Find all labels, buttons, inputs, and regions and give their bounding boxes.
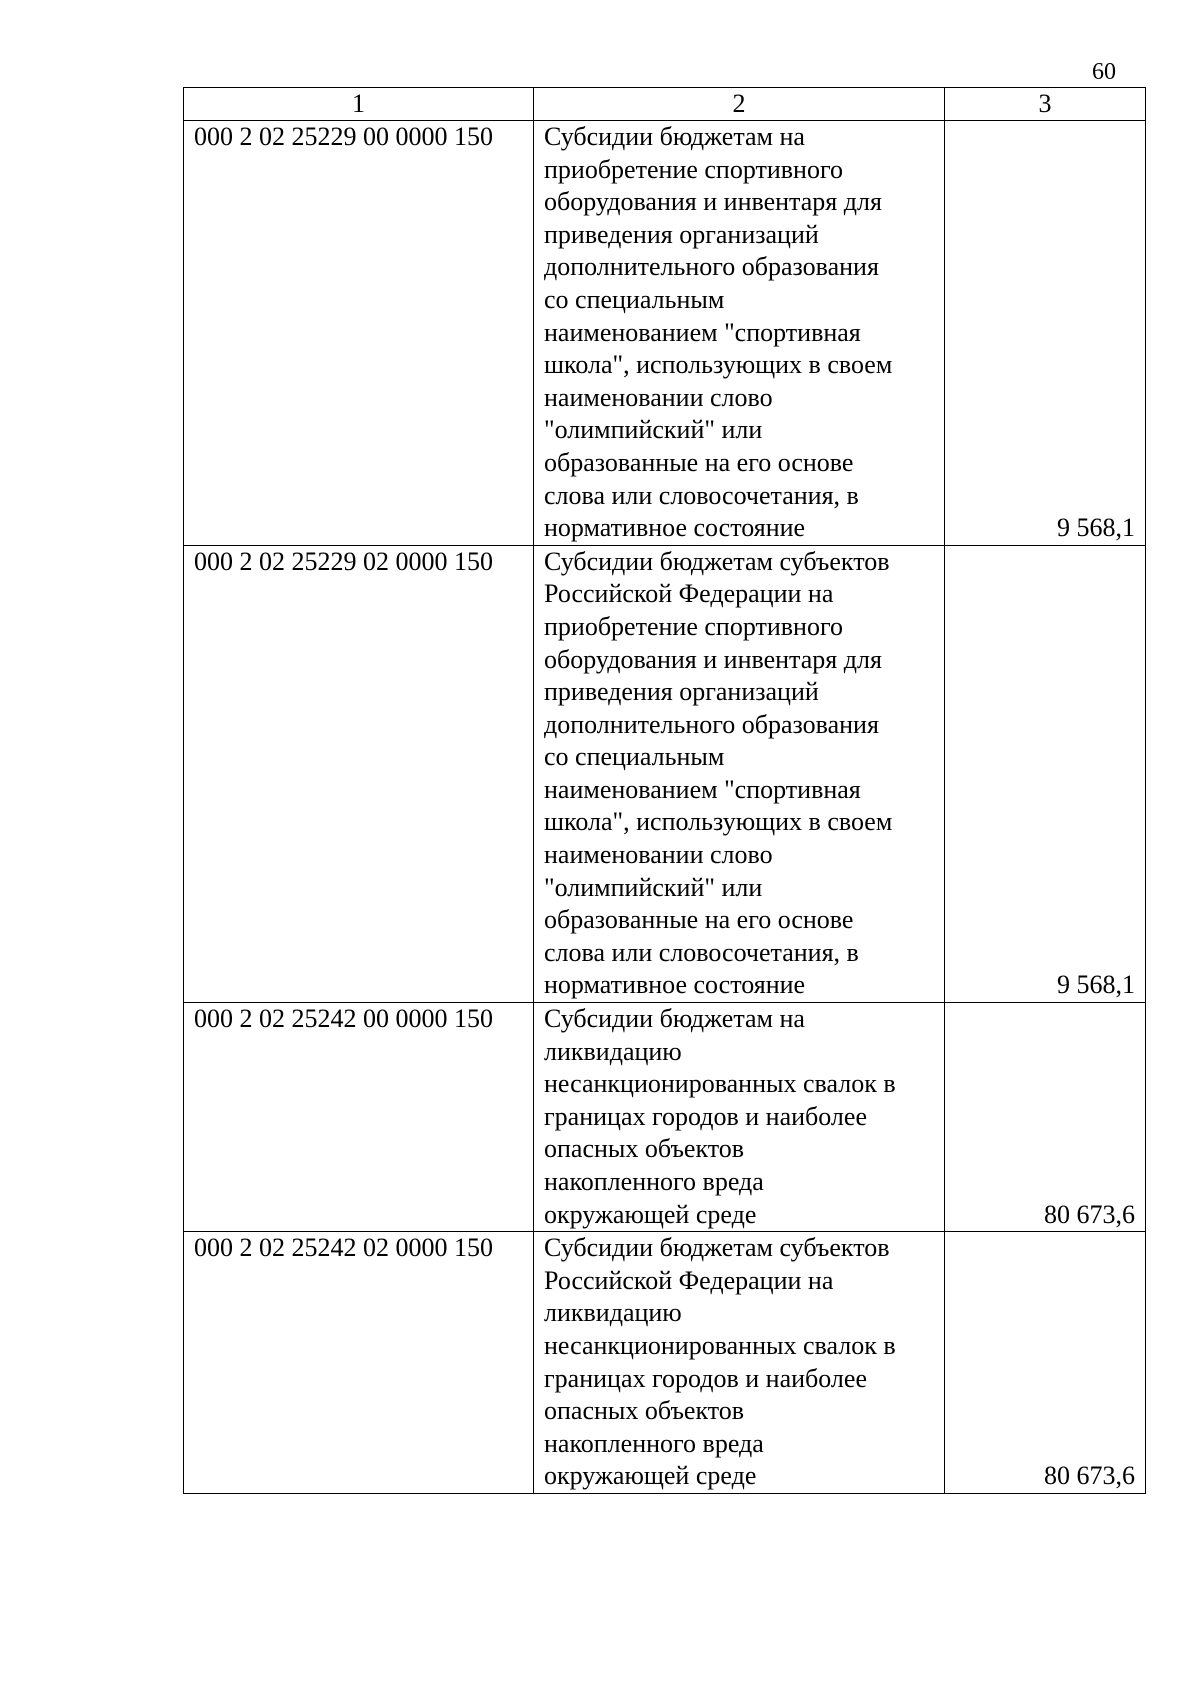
column-header: 3 xyxy=(945,88,1146,121)
description-line: дополнительного образования xyxy=(544,252,879,282)
page-number: 60 xyxy=(1092,59,1116,85)
description-line: опасных объектов xyxy=(544,1134,745,1164)
column-header: 2 xyxy=(534,88,945,121)
table-header-row xyxy=(184,88,1146,121)
description-line: школа", использующих в своем xyxy=(544,807,893,837)
description-line: границах городов и наиболее xyxy=(544,1101,867,1131)
table-row xyxy=(184,1232,1146,1494)
budget-code-cell: 000 2 02 25242 00 0000 150 xyxy=(184,1003,534,1232)
description-line: образованные на его основе xyxy=(544,905,854,935)
table-row xyxy=(184,121,1146,546)
budget-code-cell: 000 2 02 25242 02 0000 150 xyxy=(184,1232,534,1494)
description-line: наименовании слово xyxy=(544,382,773,412)
description-line: слова или словосочетания, в xyxy=(544,937,859,967)
amount-cell: 80 673,6 xyxy=(945,1232,1146,1494)
description-line: накопленного вреда xyxy=(544,1428,764,1458)
description-line: наименовании слово xyxy=(544,840,773,870)
description-line: несанкционированных свалок в xyxy=(544,1330,896,1360)
description-line: опасных объектов xyxy=(544,1396,745,1426)
description-cell xyxy=(534,121,945,546)
description-cell xyxy=(534,1003,945,1232)
description-line: ликвидацию xyxy=(544,1298,682,1328)
table-row xyxy=(184,1003,1146,1232)
description-line: оборудования и инвентаря для xyxy=(544,644,882,674)
description-line: приведения организаций xyxy=(544,677,819,707)
description-line: наименованием "спортивная xyxy=(544,317,861,347)
description-line: Российской Федерации на xyxy=(544,1265,834,1295)
budget-table-body xyxy=(184,88,1146,1494)
description-line: ликвидацию xyxy=(544,1036,682,1066)
description-line: образованные на его основе xyxy=(544,447,854,477)
description-line: Субсидии бюджетам на xyxy=(544,122,805,151)
description-line: нормативное состояние xyxy=(544,970,806,1000)
description-line: несанкционированных свалок в xyxy=(544,1069,896,1099)
description-line: со специальным xyxy=(544,284,725,314)
budget-code-cell: 000 2 02 25229 02 0000 150 xyxy=(184,545,534,1002)
amount-cell: 9 568,1 xyxy=(945,545,1146,1002)
description-line: приведения организаций xyxy=(544,219,819,249)
description-line: приобретение спортивного xyxy=(544,611,843,641)
description-line: Субсидии бюджетам на xyxy=(544,1004,805,1034)
description-line: "олимпийский" или xyxy=(544,872,763,902)
description-line: окружающей среде xyxy=(544,1461,757,1491)
description-line: со специальным xyxy=(544,742,725,772)
description-line: Российской Федерации на xyxy=(544,579,834,609)
description-line: оборудования и инвентаря для xyxy=(544,187,882,217)
amount-cell: 80 673,6 xyxy=(945,1003,1146,1232)
description-line: накопленного вреда xyxy=(544,1167,764,1196)
description-line: приобретение спортивного xyxy=(544,154,843,184)
description-line: дополнительного образования xyxy=(544,709,879,739)
description-line: слова или словосочетания, в xyxy=(544,480,859,510)
description-line: наименованием "спортивная xyxy=(544,774,861,804)
amount-cell: 9 568,1 xyxy=(945,121,1146,546)
description-line: нормативное состояние xyxy=(544,513,806,543)
description-cell xyxy=(534,1232,945,1494)
table-row xyxy=(184,545,1146,1002)
description-line: Субсидии бюджетам субъектов xyxy=(544,546,890,576)
budget-code-cell: 000 2 02 25229 00 0000 150 xyxy=(184,121,534,546)
column-header: 1 xyxy=(184,88,534,121)
description-line: Субсидии бюджетам субъектов xyxy=(544,1233,890,1263)
description-line: окружающей среде xyxy=(544,1199,757,1229)
description-line: "олимпийский" или xyxy=(544,415,763,445)
description-line: школа", использующих в своем xyxy=(544,350,893,380)
description-line: границах городов и наиболее xyxy=(544,1363,867,1393)
description-cell xyxy=(534,545,945,1002)
budget-table xyxy=(183,87,1146,1494)
